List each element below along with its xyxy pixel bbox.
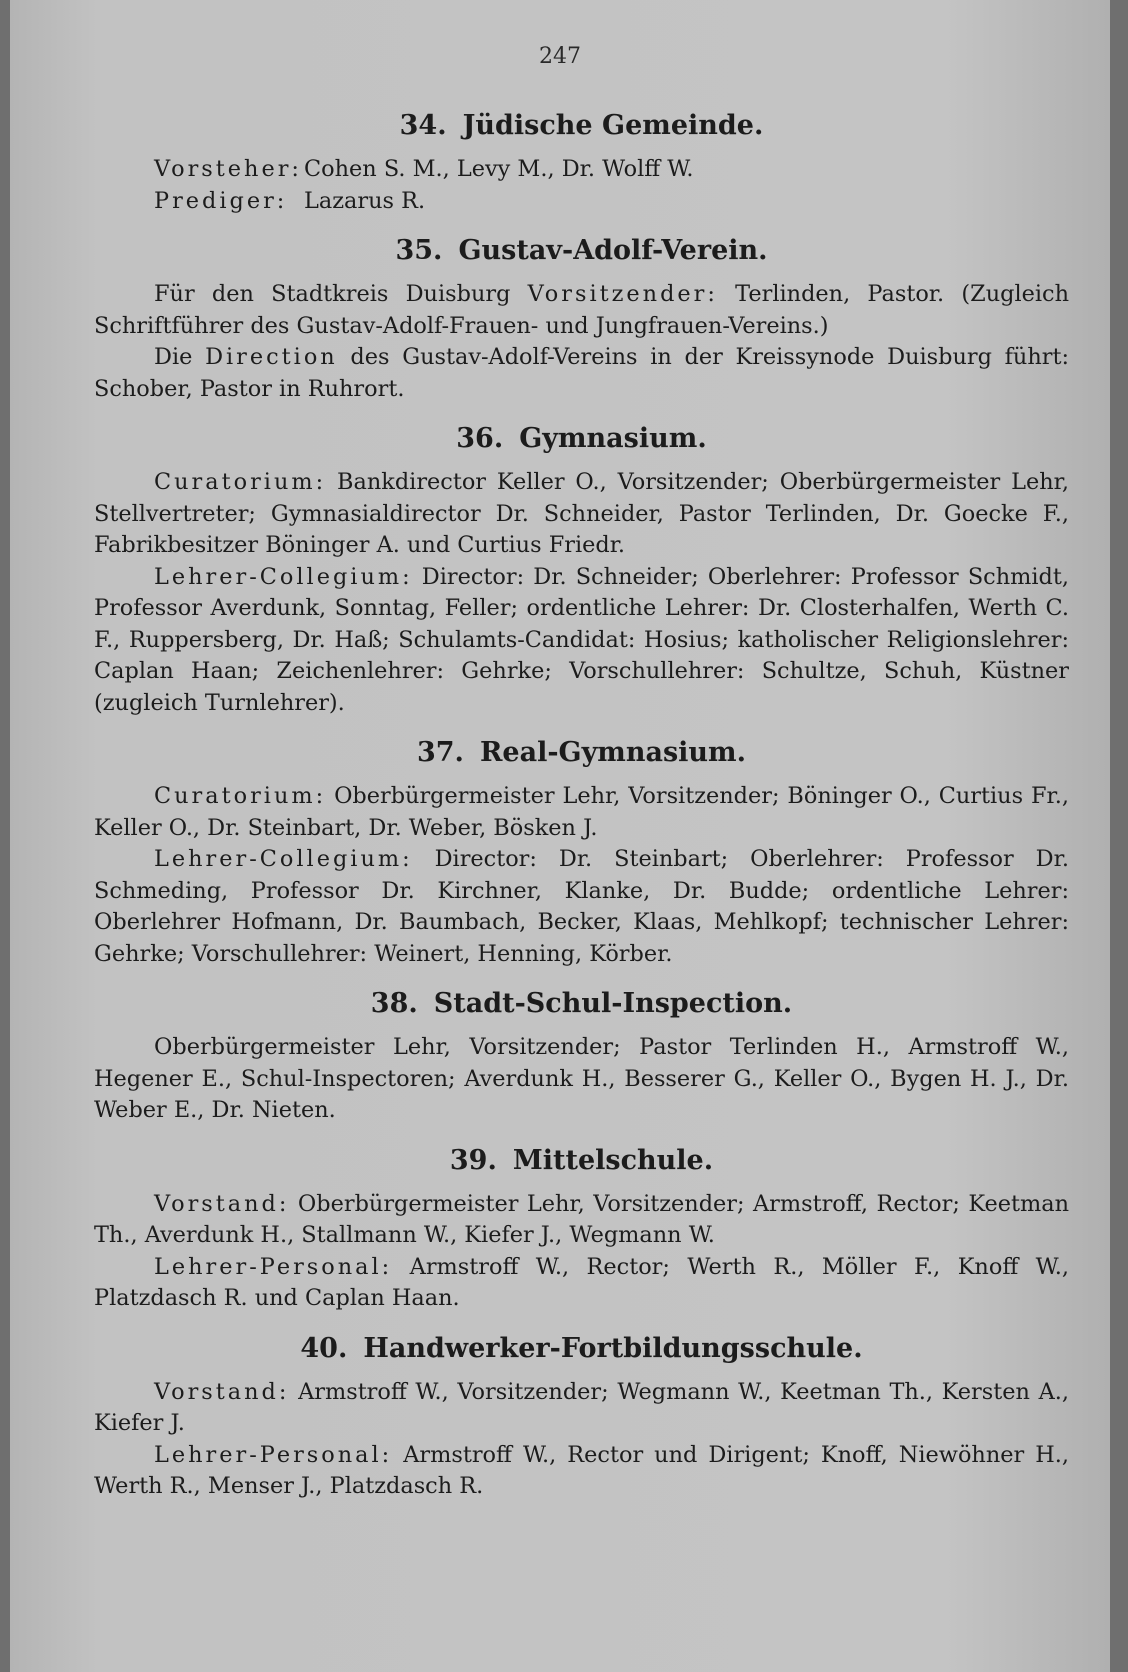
paragraph-label: Lehrer-Personal: (154, 1441, 393, 1468)
paragraph-label: Lehrer-Personal: (154, 1253, 393, 1280)
paragraph-label: Direction (205, 344, 338, 370)
paragraph-text: Armstroff W., Rector und Dirigent; Knoff, Niewöhner H., Werth R., Menser J., Platzdasch R. (94, 1441, 1069, 1499)
paragraph-text: Director: Dr. Steinbart; Oberlehrer: Professor Dr. Schmeding, Professor Dr. Kirchner, Klanke, Dr. Budde; ordentliche Lehrer: Oberlehrer Hofmann, Dr. Baumbach, Becker, Klaas, Mehlkopf; technischer Lehrer: Gehrke; Vorschullehrer: Weinert, Henning, Körber. (94, 846, 1069, 967)
section-title: Real-Gymnasium. (479, 737, 747, 768)
paragraph-label: Vorstand: (154, 1378, 290, 1405)
section-38 (94, 984, 1069, 1127)
section-heading (94, 1141, 1069, 1181)
section-heading (94, 1329, 1069, 1369)
section-title: Mittelschule. (512, 1144, 714, 1176)
section-number: 37. (416, 737, 464, 768)
section-heading (94, 419, 1069, 459)
paragraph-lead: Für den Stadtkreis Duisburg (154, 281, 528, 307)
paragraph (94, 1377, 1069, 1440)
section-title: Jüdische Gemeinde. (462, 110, 764, 141)
section-number: 36. (456, 423, 504, 454)
entry-text: Cohen S. M., Levy M., Dr. Wolff W. (304, 156, 694, 182)
section-title: Stadt-Schul-Inspection. (433, 988, 793, 1019)
paragraph (94, 342, 1069, 405)
section-heading (94, 733, 1069, 773)
paragraph-lead: Die (154, 344, 206, 370)
paragraph-text: Armstroff W., Vorsitzender; Wegmann W., Keetman Th., Kersten A., Kiefer J. (94, 1378, 1069, 1436)
section-35 (94, 231, 1069, 405)
entry-label: Prediger: (154, 187, 288, 214)
paragraph-text: Terlinden, Pastor. (Zugleich Schriftführer des Gustav-Adolf-Frauen- und Jungfrauen-Vereins.) (94, 281, 1069, 339)
paragraph-text: Director: Dr. Schneider; Oberlehrer: Professor Schmidt, Professor Averdunk, Sonntag, Feller; ordentliche Lehrer: Dr. Closterhalfen, Werth C. F., Ruppersberg, Dr. Haß; Schulamts-Candidat: Hosius; katholischer Religionslehrer: Caplan Haan; Zeichenlehrer: Gehrke; Vorschullehrer: Schultze, Schuh, Küstner (zugleich Turnlehrer). (94, 563, 1069, 716)
paragraph-text: Armstroff W., Rector; Werth R., Möller F., Knoff W., Platzdasch R. und Caplan Haan. (94, 1253, 1069, 1311)
paragraph (94, 781, 1069, 844)
section-number: 35. (395, 235, 443, 266)
paragraph-label: Vorsitzender: (527, 281, 718, 307)
paragraph-label: Lehrer-Collegium: (154, 846, 413, 872)
paragraph (94, 844, 1069, 970)
paragraph (94, 1252, 1069, 1315)
section-37 (94, 733, 1069, 970)
section-title: Gymnasium. (519, 423, 707, 454)
section-heading (94, 106, 1069, 146)
paragraph (94, 1032, 1069, 1127)
section-number: 38. (370, 988, 418, 1019)
entry-row (94, 186, 1069, 218)
section-number: 40. (300, 1332, 348, 1364)
section-heading (94, 984, 1069, 1024)
paragraph (94, 467, 1069, 562)
section-39 (94, 1141, 1069, 1315)
entry-row (94, 154, 1069, 186)
paragraph-label: Lehrer-Collegium: (154, 563, 413, 590)
paragraph (94, 1440, 1069, 1503)
paragraph-text: des Gustav-Adolf-Vereins in der Kreissynode Duisburg führt: Schober, Pastor in Ruhrort. (94, 344, 1069, 402)
paragraph (94, 279, 1069, 342)
section-34 (94, 106, 1069, 217)
section-heading (94, 231, 1069, 271)
section-36 (94, 419, 1069, 719)
section-title: Gustav-Adolf-Verein. (458, 235, 768, 266)
paragraph-text: Oberbürgermeister Lehr, Vorsitzender; Böninger O., Curtius Fr., Keller O., Dr. Steinbart, Dr. Weber, Bösken J. (94, 783, 1069, 841)
page-content (94, 106, 1069, 1517)
section-number: 39. (449, 1144, 497, 1176)
section-number: 34. (399, 110, 447, 141)
paragraph-label: Vorstand: (154, 1190, 290, 1217)
paragraph-text: Bankdirector Keller O., Vorsitzender; Oberbürgermeister Lehr, Stellvertreter; Gymnasialdirector Dr. Schneider, Pastor Terlinden, Dr. Goecke F., Fabrikbesitzer Böninger A. und Curtius Friedr. (94, 469, 1069, 558)
paragraph (94, 1189, 1069, 1252)
paragraph-label: Curatorium: (154, 469, 327, 495)
entry-label: Vorsteher: (154, 156, 302, 182)
paragraph-text: Oberbürgermeister Lehr, Vorsitzender; Armstroff, Rector; Keetman Th., Averdunk H., Stallmann W., Kiefer J., Wegmann W. (94, 1190, 1069, 1248)
paragraph-text: Oberbürgermeister Lehr, Vorsitzender; Pastor Terlinden H., Armstroff W., Hegener E., Schul-Inspectoren; Averdunk H., Besserer G., Keller O., Bygen H. J., Dr. Weber E., Dr. Nieten. (94, 1034, 1069, 1123)
entry-text: Lazarus R. (304, 187, 426, 214)
page-number: 247 (539, 44, 581, 69)
section-title: Handwerker-Fortbildungsschule. (363, 1332, 863, 1364)
paragraph-label: Curatorium: (154, 783, 327, 809)
paragraph (94, 562, 1069, 720)
section-40 (94, 1329, 1069, 1503)
book-page (10, 0, 1110, 1672)
